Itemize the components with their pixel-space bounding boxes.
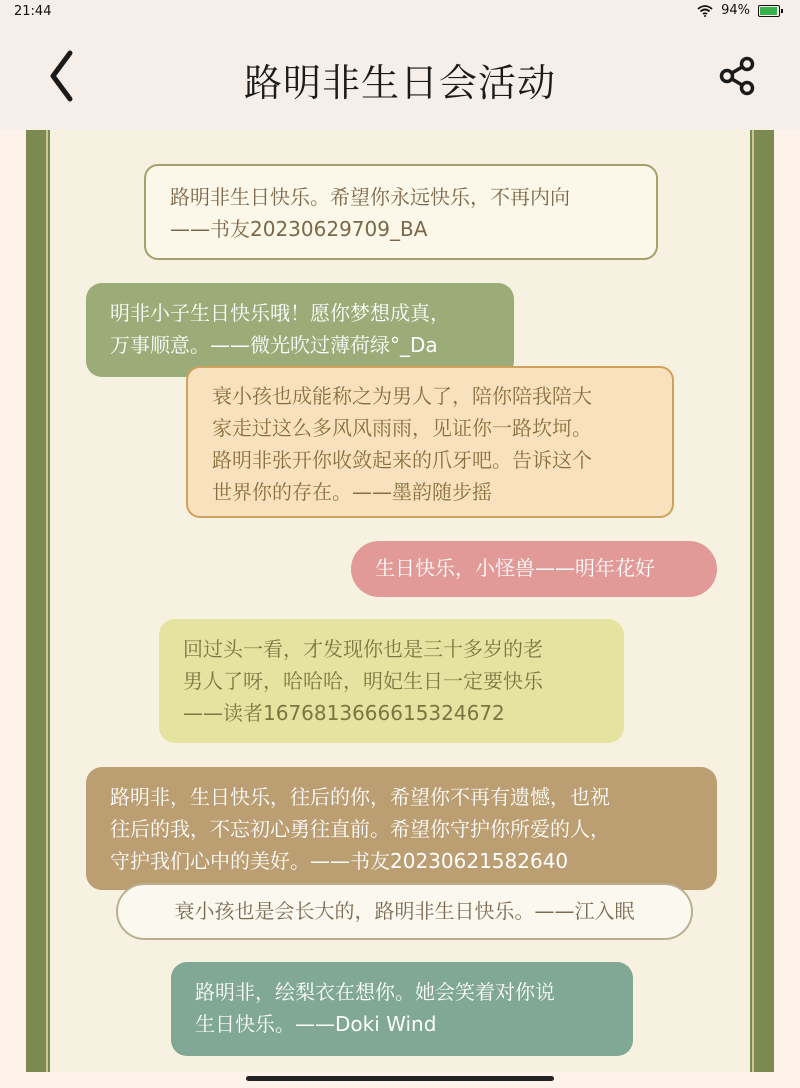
nav-bar [0, 24, 800, 130]
message-bubble: 衰小孩也成能称之为男人了，陪你陪我陪大 家走过这么多风风雨雨，见证你一路坎坷。 路明非张开你收敛起来的爪牙吧。告诉这个 世界你的存在。——墨韵随步摇 [186, 366, 674, 518]
share-button[interactable] [716, 54, 760, 98]
message-bubble: 路明非生日快乐。希望你永远快乐，不再内向 ——书友20230629709_BA [144, 164, 658, 260]
status-bar [0, 0, 800, 24]
battery-fill [760, 7, 777, 15]
battery-percent: 94% [721, 3, 750, 18]
wifi-icon [697, 5, 713, 17]
frame-decor-left [46, 130, 48, 1072]
home-indicator[interactable] [246, 1076, 554, 1081]
message-bubble: 路明非，生日快乐，往后的你，希望你不再有遗憾，也祝 往后的我，不忘初心勇往直前。希望你守护你所爱的人， 守护我们心中的美好。——书友20230621582640 [86, 767, 717, 890]
message-bubble: 衰小孩也是会长大的，路明非生日快乐。——江入眠 [116, 883, 693, 940]
share-icon [716, 54, 760, 98]
status-right [697, 3, 780, 18]
message-bubble: 回过头一看，才发现你也是三十多岁的老 男人了呀，哈哈哈，明妃生日一定要快乐 ——读者1676813666615324672 [159, 619, 624, 743]
status-time: 21:44 [14, 4, 52, 19]
message-bubble: 路明非，绘梨衣在想你。她会笑着对你说 生日快乐。——Doki Wind [171, 962, 633, 1056]
page-title: 路明非生日会活动 [243, 61, 556, 105]
frame-decor-right [752, 130, 754, 1072]
message-bubble: 生日快乐，小怪兽——明年花好 [351, 541, 717, 597]
message-bubble: 明非小子生日快乐哦！愿你梦想成真， 万事顺意。——微光吹过薄荷绿°_Da [86, 283, 514, 377]
battery-charging-icon [758, 5, 780, 17]
